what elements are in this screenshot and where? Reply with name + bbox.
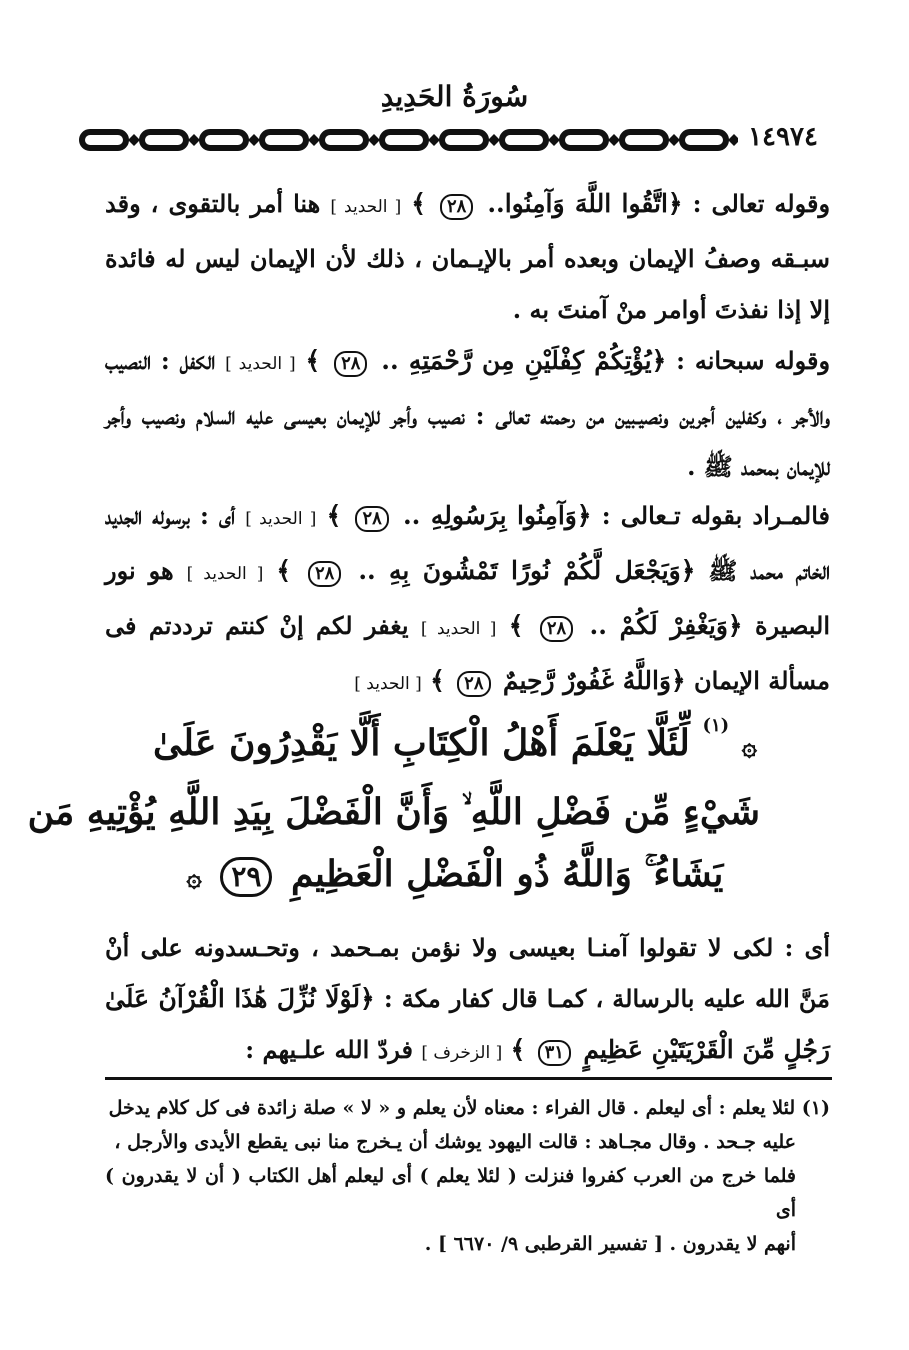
- paragraph-4-quran: ﴿لَوْلَا نُزِّلَ هَٰذَا الْقُرْآنُ عَلَىٰ رَجُلٍ مِّنَ الْقَرْيَتَيْنِ عَظِيمٍ: [105, 984, 830, 1064]
- paragraph-3-quran-1: ﴿وَآمِنُوا بِرَسُولِهِ ..: [402, 501, 592, 530]
- paragraph-2-quran: ﴿يُؤْتِكُمْ كِفْلَيْنِ مِن رَّحْمَتِهِ ..: [381, 346, 667, 375]
- paragraph-3-intro: فالمـراد بقوله تـعالى :: [601, 501, 831, 530]
- quran-verse-block: [27, 712, 760, 909]
- paragraph-4: [105, 922, 830, 1079]
- verse-line-3: [150, 843, 760, 909]
- paragraph-2: [105, 335, 830, 492]
- verse-line-2: شَيْءٍ مِّن فَضْلِ اللَّهِ ۙ وَأَنَّ الْفَضْلَ بِيَدِ اللَّهِ يُؤْتِيهِ مَن: [27, 791, 760, 833]
- paragraph-4-text: أى : لكى لا تقولوا آمنـا بعيسى ولا نؤمن بمـحمد ، وتحـسدونه على أنْ مَنَّ الله عليه بالرسالة ، كمـا قال كفار مكة :: [105, 933, 831, 1013]
- paragraph-1-text: هنا أمر بالتقوى ، وقد سبـقه وصفُ الإيمان وبعده أمر بالإيـمان ، ذلك لأن الإيمان ليس له فائدة إلا إذا نفذتَ أوامر منْ آمنتَ به .: [105, 189, 830, 324]
- paragraph-3-text-2: هو نور البصيرة: [105, 556, 831, 640]
- paragraph-4-tail: فردّ الله علـيهم :: [245, 1035, 413, 1064]
- quran-close-bracket: ﴾: [276, 556, 292, 585]
- quran-close-bracket: ﴾: [430, 666, 445, 695]
- verse-number-badge: ٢٨: [440, 194, 473, 220]
- paragraph-3-text-3: يغفر لكم إنْ كنتم ترددتم فى مسألة الإيمان: [105, 611, 830, 695]
- paragraph-3-text-1: أى : برسوله الجديد الخاتم محمد ﷺ: [105, 501, 830, 585]
- footnote-line: عليه جـحد . وقال مجـاهد : قالت اليهود يوشك أن يـخرج منا نبى يقطع الأيدى والأرجل ،: [114, 1131, 796, 1153]
- paragraph-1-quran: ﴿اتَّقُوا اللَّهَ وَآمِنُوا..: [487, 189, 683, 218]
- footnote-line: أنهم لا يقدرون . [ تفسير القرطبى ٩/ ٦٦٧٠ ] .: [424, 1233, 796, 1255]
- paragraph-3-quran-2: ﴿وَيَجْعَل لَّكُمْ نُورًا تَمْشُونَ بِهِ ..: [358, 556, 696, 585]
- surah-reference: [ الحديد ]: [330, 197, 402, 217]
- quran-close-bracket: ﴾: [411, 189, 426, 218]
- verse-number-badge: ٢٨: [355, 506, 388, 532]
- verse-number-medallion: ٢٩: [220, 857, 272, 897]
- surah-reference: [ الحديد ]: [354, 674, 422, 694]
- decorative-border: [78, 124, 838, 156]
- surah-reference: [ الحديد ]: [245, 509, 317, 529]
- paragraph-3-quran-3: ﴿وَيَغْفِرْ لَكُمْ ..: [589, 611, 743, 640]
- footnotes: [105, 1091, 830, 1261]
- paragraph-1: [105, 178, 830, 335]
- verse-line-1-text: لِّئَلَّا يَعْلَمَ أَهْلُ الْكِتَابِ أَلَّا يَقْدِرُونَ عَلَىٰ: [153, 722, 690, 764]
- verse-number-badge: ٣١: [538, 1040, 571, 1066]
- surah-reference: [ الحديد ]: [186, 564, 264, 584]
- paragraph-2-intro: وقوله سبحانه :: [676, 346, 831, 375]
- paragraph-3-quran-4: ﴿وَاللَّهُ غَفُورٌ رَّحِيمٌ: [502, 666, 686, 695]
- verse-ornament-icon: ۞: [741, 732, 757, 762]
- paragraph-3: [105, 490, 830, 710]
- surah-reference: [ الحديد ]: [420, 619, 497, 639]
- surah-title: سُورَةُ الحَدِيدِ: [380, 80, 529, 113]
- quran-close-bracket: ﴾: [326, 501, 342, 530]
- verse-line-1: [150, 712, 760, 781]
- verse-line-3-text: يَشَاءُ ۚ وَاللَّهُ ذُو الْفَضْلِ الْعَظِيمِ: [290, 853, 724, 895]
- paragraph-1-intro: وقوله تعالى :: [692, 189, 831, 218]
- surah-reference: [ الحديد ]: [225, 354, 296, 374]
- quran-close-bracket: ﴾: [508, 611, 524, 640]
- verse-number-badge: ٢٨: [334, 351, 367, 377]
- footnote-divider: [105, 1077, 832, 1080]
- footnote-line: (١) لئلا يعلم : أى ليعلم . قال الفراء : معناه لأن يعلم و « لا » صلة زائدة فى كل كلام يدخل: [108, 1097, 830, 1119]
- verse-number-badge: ٢٨: [308, 561, 341, 587]
- page-number: ١٤٩٧٤: [738, 122, 828, 152]
- quran-close-bracket: ﴾: [510, 1035, 526, 1064]
- verse-number-badge: ٢٨: [540, 616, 573, 642]
- verse-ornament-icon: ۞: [186, 863, 202, 893]
- verse-number-badge: ٢٨: [457, 671, 490, 697]
- footnote-line: فلما خرج من العرب كفروا فنزلت ( لئلا يعلم ) أى ليعلم أهل الكتاب ( أن لا يقدرون ) أى: [105, 1165, 796, 1221]
- quran-close-bracket: ﴾: [305, 346, 321, 375]
- surah-reference: [ الزخرف ]: [421, 1043, 503, 1063]
- footnote-marker: (١): [702, 715, 730, 736]
- paragraph-2-text: الكفل : النصيب والأجر ، وكفلين أجرين ونصيـبين من رحمته تعالى : نصيب وأجر للإيمان بعيسى عليه السلام ونصيب وأجر للإيمان بمحمد ﷺ .: [105, 346, 830, 481]
